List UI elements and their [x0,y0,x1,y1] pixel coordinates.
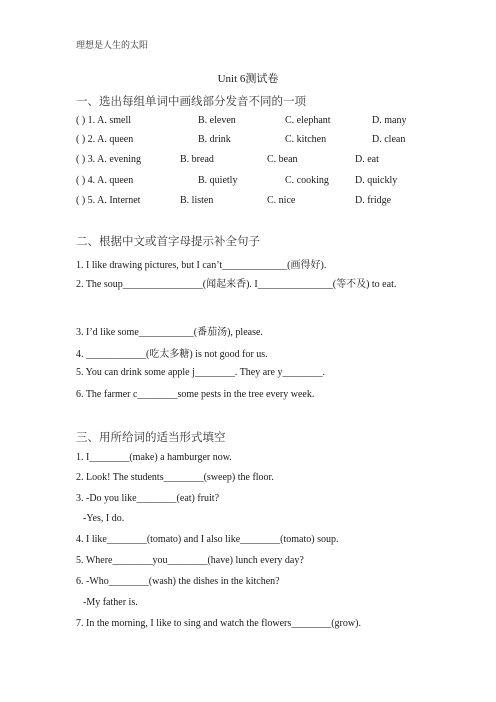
question-3-option-b: B. bread [180,154,214,165]
question-1-option-b: B. eleven [198,115,236,126]
question-2-option-b: B. drink [198,134,231,145]
section-2-question-4: 4. ____________(吃太多糖) is not good for us. [76,349,268,360]
question-1-option-c: C. elephant [285,115,331,126]
section-3-question-5: 5. Where________you________(have) lunch every day? [76,555,304,566]
section-2-question-6: 6. The farmer c________some pests in the tree every week. [76,389,315,400]
page-title: Unit 6测试卷 [217,73,279,85]
question-5-option-a: ( ) 5. A. Internet [76,195,141,206]
section-2-question-5: 5. You can drink some apple j________. They are y________. [76,367,325,378]
question-3-option-c: C. bean [267,154,298,165]
section-3-question-4: 4. I like________(tomato) and I also like________(tomato) soup. [76,534,339,545]
question-3-option-a: ( ) 3. A. evening [76,154,141,165]
question-4-option-a: ( ) 4. A. queen [76,175,134,186]
section-3-question-7: 7. In the morning, I like to sing and watch the flowers________(grow). [76,618,361,629]
question-5-option-b: B. listen [180,195,214,206]
section-3-question-2: 2. Look! The students________(sweep) the floor. [76,472,274,483]
question-4-option-b: B. quietly [198,175,238,186]
section-3-question-3: 3. -Do you like________(eat) fruit? [76,493,220,504]
section-1-heading: 一、选出每组单词中画线部分发音不同的一项 [76,94,306,108]
section-2-question-1: 1. I like drawing pictures, but I can’t_____________(画得好). [76,260,327,271]
question-4-option-c: C. cooking [285,175,329,186]
question-1-option-d: D. many [372,115,407,126]
question-4-option-d: D. quickly [355,175,398,186]
page-header: 理想是人生的太阳 [76,41,149,51]
question-2-option-d: D. clean [372,134,406,145]
question-2-option-a: ( ) 2. A. queen [76,134,134,145]
question-1-option-a: ( ) 1. A. smell [76,115,131,126]
question-5-option-d: D. fridge [355,195,392,206]
question-2-option-c: C. kitchen [285,134,327,145]
question-5-option-c: C. nice [267,195,296,206]
section-2-question-3: 3. I’d like some___________(番茄汤), please. [76,327,263,338]
section-3-answer-6: -My father is. [83,597,138,608]
section-3-question-6: 6. -Who________(wash) the dishes in the kitchen? [76,576,280,587]
section-2-question-2: 2. The soup________________(闻起来香). I_______________(等不及) to eat. [76,279,397,290]
section-2-heading: 二、根据中文或首字母提示补全句子 [76,234,260,248]
section-3-answer-3: -Yes, I do. [83,513,125,524]
section-3-heading: 三、用所给词的适当形式填空 [76,430,226,444]
section-3-question-1: 1. I________(make) a hamburger now. [76,452,232,463]
question-3-option-d: D. eat [355,154,379,165]
